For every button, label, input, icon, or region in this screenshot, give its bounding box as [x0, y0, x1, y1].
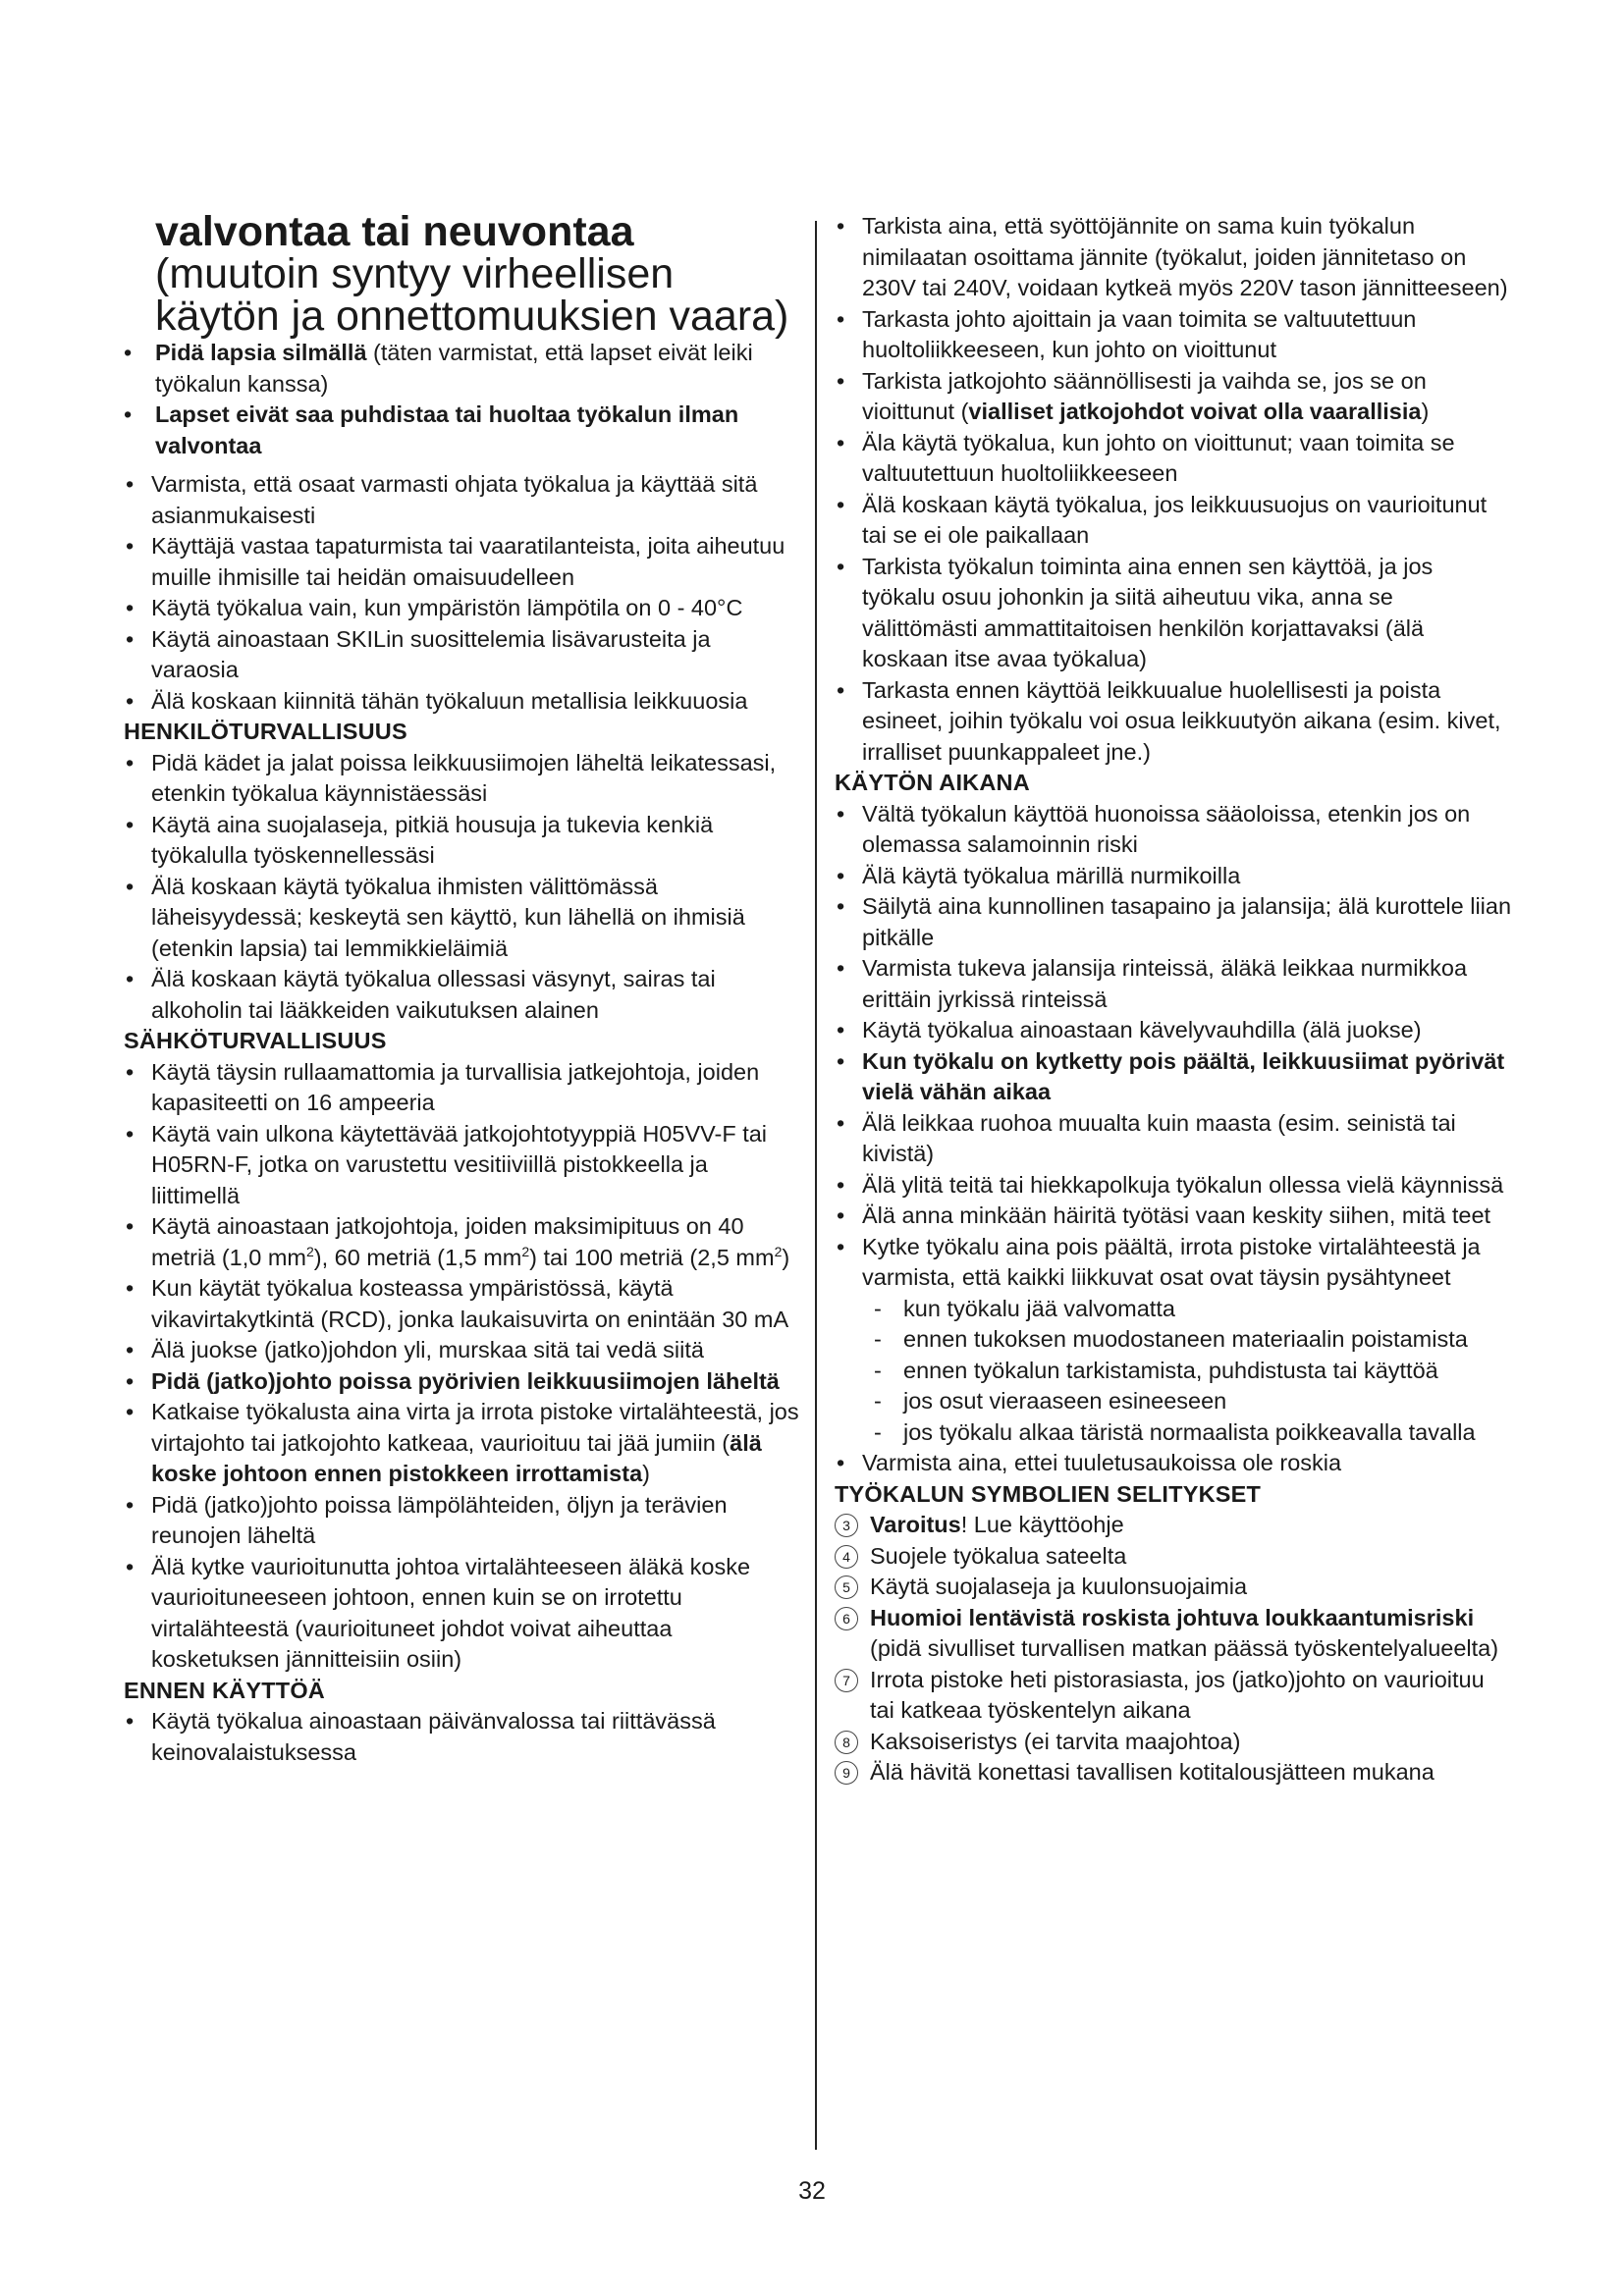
symbol-item: 8 Kaksoiseristys (ei tarvita maajohtoa)	[835, 1727, 1512, 1758]
column-divider	[815, 221, 817, 2150]
list-item: • Pidä kädet ja jalat poissa leikkuusiimojen läheltä leikatessasi, etenkin työkalua käynnistäessäsi	[126, 749, 777, 806]
list-item: • Kytke työkalu aina pois päältä, irrota pistoke virtalähteestä ja varmista, että kaikki liikkuvat osat ovat täysin pysähtyneet	[837, 1233, 1481, 1290]
list-item: • Älä koskaan käytä työkalua, jos leikkuusuojus on vaurioitunut tai se ei ole paikallaan	[837, 491, 1488, 548]
list-item: • Käytä vain ulkona käytettävää jatkojohtotyyppiä H05VV-F tai H05RN-F, jotka on varustettu vesitiiviillä pistokkeella ja liittimellä	[126, 1120, 768, 1208]
intro-continuation: valvontaa tai neuvontaa (muutoin syntyy virheellisen käytön ja onnettomuuksien vaara)	[155, 208, 789, 340]
list-item: • Katkaise työkalusta aina virta ja irrota pistoke virtalähteestä, jos virtajohto tai jatkojohto katkeaa, vaurioituu tai jää jumiin (älä koske johtoon ennen pistokkeen irrottamista)	[126, 1399, 799, 1486]
big-bullet-children: • Pidä lapsia silmällä (täten varmistat, että lapset eivät leiki työkalun kanssa)	[124, 340, 753, 397]
sub-list-item: - kun työkalu jää valvomatta	[874, 1295, 1175, 1321]
list-item: • Älä ylitä teitä tai hiekkapolkuja työkalun ollessa vielä käynnissä	[837, 1171, 1504, 1198]
list-item: • Vältä työkalun käyttöä huonoissa sääoloissa, etenkin jos on olemassa salamoinnin riski	[837, 800, 1471, 857]
list-item: • Äla käytä työkalua, kun johto on vioittunut; vaan toimita se valtuutettuun huoltoliikkeeseen	[837, 429, 1455, 486]
symbol-item: 6 Huomioi lentävistä roskista johtuva loukkaantumisriski (pidä sivulliset turvallisen matkan päässä työskentelyalueelta)	[835, 1603, 1512, 1665]
list-item: • Tarkasta ennen käyttöä leikkuualue huolellisesti ja poista esineet, joihin työkalu voi osua leikkuutyön aikana (esim. kivet, irralliset puunkappaleet jne.)	[837, 676, 1501, 765]
big-bullet-cleaning: • Lapset eivät saa puhdistaa tai huoltaa työkalun ilman valvontaa	[124, 401, 739, 458]
symbol-item: 9 Älä hävitä konettasi tavallisen kotitalousjätteen mukana	[835, 1757, 1512, 1789]
list-item: • Pidä (jatko)johto poissa pyörivien leikkuusiimojen läheltä	[126, 1367, 780, 1394]
circled-number-icon: 4	[835, 1545, 858, 1569]
list-item: • Käytä ainoastaan jatkojohtoja, joiden maksimipituus on 40 metriä (1,0 $mm^2$), 60 metriä (1,5 $mm^2$) tai 100 metriä (2,5 $mm^2$)	[126, 1213, 790, 1270]
heading-symbols: TYÖKALUN SYMBOLIEN SELITYKSET	[835, 1480, 1262, 1507]
list-item: • Älä juokse (jatko)johdon yli, murskaa sitä tai vedä siitä	[126, 1337, 704, 1362]
list-item: • Tarkasta johto ajoittain ja vaan toimita se valtuutettuun huoltoliikkeeseen, kun johto on vioittunut	[837, 305, 1417, 362]
symbol-item: 4 Suojele työkalua sateelta	[835, 1541, 1512, 1573]
circled-number-icon: 6	[835, 1607, 858, 1630]
list-item: • Varmista aina, ettei tuuletusaukoissa ole roskia	[837, 1450, 1342, 1475]
heading-personal-safety: HENKILÖTURVALLISUUS	[124, 719, 407, 744]
list-item: • Varmista, että osaat varmasti ohjata työkalua ja käyttää sitä asianmukaisesti	[126, 471, 758, 528]
list-item: • Käytä ainoastaan SKILin suosittelemia lisävarusteita ja varaosia	[126, 625, 711, 682]
list-item: • Käytä työkalua ainoastaan päivänvalossa tai riittävässä keinovalaistuksessa	[126, 1708, 716, 1765]
list-item: • Käytä täysin rullaamattomia ja turvallisia jatkejohtoja, joiden kapasiteetti on 16 ampeeria	[126, 1058, 760, 1115]
symbol-item: 7 Irrota pistoke heti pistorasiasta, jos (jatko)johto on vaurioituu tai katkeaa työskentelyn aikana	[835, 1665, 1512, 1727]
symbol-item: 5 Käytä suojalaseja ja kuulonsuojaimia	[835, 1572, 1512, 1603]
circled-number-icon: 9	[835, 1761, 858, 1785]
sub-list-item: - ennen tukoksen muodostaneen materiaalin poistamista	[874, 1326, 1468, 1352]
sub-list-item: - jos työkalu alkaa täristä normaalista poikkeavalla tavalla	[874, 1418, 1476, 1445]
circled-number-icon: 3	[835, 1514, 858, 1537]
circled-number-icon: 7	[835, 1669, 858, 1692]
list-item: • Tarkista työkalun toiminta aina ennen sen käyttöä, ja jos työkalu osuu johonkin ja siitä aiheutuu vika, anna se välittömästi ammattitaitoisen henkilön korjattavaksi (älä koskaan itse avaa työkalua)	[837, 553, 1434, 671]
symbol-item: 3 Varoitus! Lue käyttöohje	[835, 1510, 1512, 1541]
sub-list-item: - jos osut vieraaseen esineeseen	[874, 1388, 1227, 1414]
list-item: • Älä koskaan käytä työkalua ihmisten välittömässä läheisyydessä; keskeytä sen käyttö, kun lähellä on ihmisiä (etenkin lapsia) tai lemmikkieläimiä	[126, 873, 745, 961]
list-item: • Älä leikkaa ruohoa muualta kuin maasta (esim. seinistä tai kivistä)	[837, 1109, 1456, 1166]
list-item: • Älä koskaan kiinnitä tähän työkaluun metallisia leikkuuosia	[126, 687, 748, 714]
sub-list-item: - ennen työkalun tarkistamista, puhdistusta tai käyttöä	[874, 1357, 1438, 1383]
list-item: • Käytä työkalua ainoastaan kävelyvauhdilla (älä juokse)	[837, 1017, 1422, 1042]
list-item: • Säilytä aina kunnollinen tasapaino ja jalansija; älä kurottele liian pitkälle	[837, 893, 1512, 950]
left-column	[124, 208, 801, 1768]
list-item: • Tarkista jatkojohto säännöllisesti ja vaihda se, jos se on vioittunut (vialliset jatkojohdot voivat olla vaarallisia)	[837, 367, 1430, 424]
heading-electrical-safety: SÄHKÖTURVALLISUUS	[124, 1028, 387, 1053]
list-item: • Älä kytke vaurioitunutta johtoa virtalähteeseen äläkä koske vaurioituneeseen johtoon, ennen kuin se on irrotettu virtalähteestä (vaurioituneet johdot voivat aiheuttaa kosketuksen jännitteisiin osiin)	[126, 1553, 751, 1672]
list-item: • Älä anna minkään häiritä työtäsi vaan keskity siihen, mitä teet	[837, 1202, 1491, 1228]
list-item: • Tarkista aina, että syöttöjännite on sama kuin työkalun nimilaatan osoittama jännite (työkalut, joiden jännitetaso on 230V tai 240V, voidaan kytkeä myös 220V tason jännitteeseen)	[837, 213, 1508, 300]
heading-before-use: ENNEN KÄYTTÖÄ	[124, 1677, 325, 1703]
page-number: 32	[798, 2177, 826, 2205]
list-item: • Käytä aina suojalaseja, pitkiä housuja ja tukevia kenkiä työkalulla työskennellessäsi	[126, 811, 714, 868]
heading-during-use: KÄYTÖN AIKANA	[835, 770, 1030, 795]
list-item: • Älä koskaan käytä työkalua ollessasi väsynyt, sairas tai alkoholin tai lääkkeiden vaikutuksen alainen	[126, 966, 716, 1023]
right-column	[835, 211, 1512, 1789]
list-item: • Kun käytät työkalua kosteassa ympäristössä, käytä vikavirtakytkintä (RCD), jonka laukaisuvirta on enintään 30 mA	[126, 1275, 789, 1332]
list-item: • Pidä (jatko)johto poissa lämpölähteiden, öljyn ja terävien reunojen läheltä	[126, 1491, 728, 1548]
circled-number-icon: 5	[835, 1575, 858, 1599]
list-item: • Käyttäjä vastaa tapaturmista tai vaaratilanteista, joita aiheutuu muille ihmisille tai heidän omaisuudelleen	[126, 533, 785, 590]
list-item: • Käytä työkalua vain, kun ympäristön lämpötila on 0 - 40°C	[126, 595, 743, 620]
list-item: • Varmista tukeva jalansija rinteissä, äläkä leikkaa nurmikkoa erittäin jyrkissä rinteissä	[837, 955, 1468, 1012]
list-item: • Älä käytä työkalua märillä nurmikoilla	[837, 862, 1241, 888]
circled-number-icon: 8	[835, 1731, 858, 1754]
list-item: • Kun työkalu on kytketty pois päältä, leikkuusiimat pyörivät vielä vähän aikaa	[837, 1047, 1505, 1104]
